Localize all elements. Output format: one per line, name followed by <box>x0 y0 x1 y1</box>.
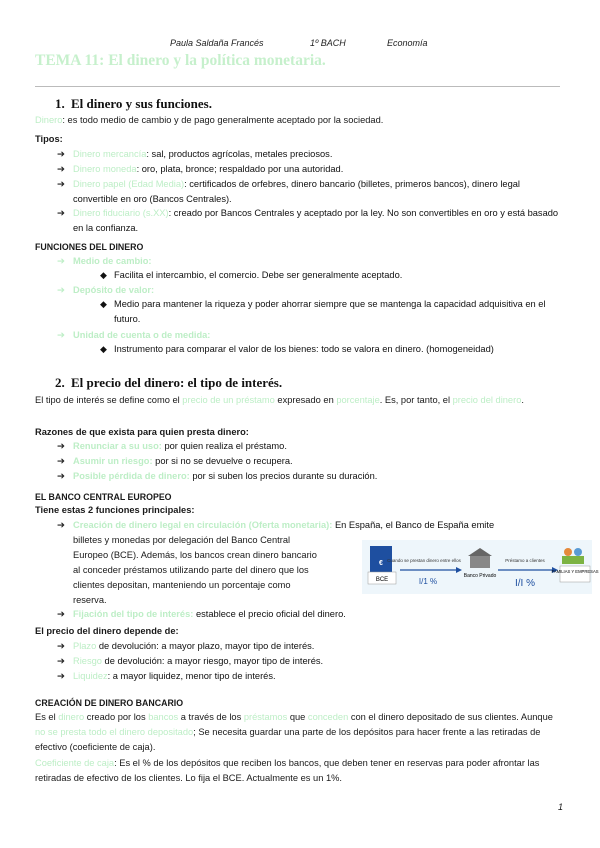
arrow-icon: ➔ <box>57 671 65 681</box>
list-item <box>57 254 565 269</box>
depende-text: : a mayor liquidez, menor tipo de interés. <box>107 671 276 681</box>
text-line: clientes depositan, manteniendo un porcentaje como <box>73 580 291 590</box>
tipo-text: : creado por Bancos Centrales y aceptado por la ley. No son convertibles en oro y está basado en la confianza. <box>73 208 559 233</box>
depende-term: Liquidez <box>73 671 108 681</box>
razon-text: por si suben los precios durante su duración. <box>189 471 378 481</box>
creacion-text: Es el <box>35 712 59 722</box>
depende-text: de devolución: a mayor riesgo, mayor tipo de interés. <box>101 656 324 666</box>
arrow-icon: ➔ <box>57 441 65 451</box>
section-2-number: 2. <box>55 375 65 390</box>
rate-1: I/1 % <box>418 577 438 586</box>
funcion-detail: Medio para mantener la riqueza y poder ahorrar siempre que se mantenga la capacidad adquisitiva en el futuro. <box>114 299 546 324</box>
tipos-label-colon: : <box>59 134 63 144</box>
funciones-heading: FUNCIONES DEL DINERO <box>35 242 144 252</box>
intro-highlight: precio del dinero <box>452 395 522 405</box>
tipo-term: Dinero mercancía <box>73 149 147 159</box>
tipo-text: : certificados de orfebres, dinero bancario (billetes, primeros bancos), dinero legal convertible en oro (Bancos Centrales). <box>73 179 521 204</box>
coeficiente-term: Coeficiente de caja <box>35 758 115 768</box>
arrow-icon: ➔ <box>57 471 65 481</box>
list-item <box>57 328 565 343</box>
header-course: 1º BACH <box>310 38 346 48</box>
list-item <box>57 162 565 177</box>
list-item <box>57 654 565 669</box>
razon-term: Posible pérdida de dinero: <box>73 471 190 481</box>
arrow-icon: ➔ <box>57 609 65 619</box>
creacion-highlight: bancos <box>148 712 179 722</box>
razon-term: Renunciar a su uso: <box>73 441 162 451</box>
arrow-2-label: Préstamo a clientes <box>505 558 545 563</box>
bce-function-term: Creación de dinero legal en circulación (Oferta monetaria): <box>73 520 333 530</box>
razon-text: por si no se devuelve o recupera. <box>152 456 293 466</box>
intro-text: expresado en <box>274 395 337 405</box>
funcion-term: Medio de cambio: <box>73 256 152 266</box>
funcion-term: Unidad de cuenta o de medida: <box>73 330 211 340</box>
razon-term: Asumir un riesgo: <box>73 456 153 466</box>
text-line: al conceder préstamos utilizando parte del dinero que los <box>73 565 309 575</box>
creacion-text: con el dinero depositado de sus clientes. Aunque <box>348 712 553 722</box>
intro-highlight: porcentaje <box>336 395 380 405</box>
razon-text: por quien realiza el préstamo. <box>161 441 287 451</box>
depende-term: Plazo <box>73 641 97 651</box>
arrow-icon: ➔ <box>57 149 65 159</box>
funcion-term: Depósito de valor: <box>73 285 155 295</box>
list-item <box>57 147 565 162</box>
arrow-icon: ➔ <box>57 285 65 295</box>
section-1-number: 1. <box>55 96 65 111</box>
bank-label: Banco Privado <box>463 573 497 579</box>
list-item <box>100 268 565 283</box>
bce-label: BCE <box>375 577 389 583</box>
diamond-bullet-icon: ◆ <box>100 344 107 354</box>
coeficiente-paragraph <box>35 756 565 786</box>
dinero-definition <box>35 113 565 128</box>
arrow-icon: ➔ <box>57 164 65 174</box>
list-item <box>57 177 565 207</box>
arrow-1-label: Cuando se prestan dinero entre ellos <box>387 558 461 563</box>
razones-heading: Razones de que exista para quien presta dinero: <box>35 427 249 437</box>
bce-heading: EL BANCO CENTRAL EUROPEO <box>35 492 172 502</box>
list-item <box>100 342 565 357</box>
interes-intro <box>35 393 565 408</box>
tipo-term: Dinero fiduciario (s.XX) <box>73 208 169 218</box>
list-item <box>57 283 565 298</box>
text-line: reserva. <box>73 595 107 605</box>
intro-highlight: precio de un préstamo <box>182 395 275 405</box>
creacion-highlight: préstamos <box>243 712 288 722</box>
funcion-detail: Instrumento para comparar el valor de los bienes: todo se valora en dinero. (homogeneidad) <box>114 344 494 354</box>
intro-text: . <box>521 395 524 405</box>
list-item <box>100 297 565 327</box>
bce-function-text: En España, el Banco de España emite <box>332 520 495 530</box>
arrow-icon: ➔ <box>57 520 65 530</box>
section-2-heading <box>55 375 282 391</box>
dinero-term: Dinero <box>35 115 63 125</box>
list-item <box>57 669 565 684</box>
families-label: FAMILIAS Y EMPRESAS <box>551 569 599 574</box>
bce-node <box>368 546 396 584</box>
arrow-icon: ➔ <box>57 656 65 666</box>
intro-text: . Es, por tanto, el <box>379 395 453 405</box>
creacion-text: creado por los <box>84 712 149 722</box>
text-line: billetes y monedas por delegación del Banco Central <box>73 535 291 545</box>
bce-function-continuation <box>73 533 363 608</box>
tipo-term: Dinero papel (Edad Media) <box>73 179 185 189</box>
section-2-title: El precio del dinero: el tipo de interés. <box>71 375 283 390</box>
funcion-detail: Facilita el intercambio, el comercio. Debe ser generalmente aceptado. <box>114 270 403 280</box>
list-item <box>57 469 565 484</box>
diamond-bullet-icon: ◆ <box>100 299 107 309</box>
arrow-icon: ➔ <box>57 330 65 340</box>
list-item <box>57 206 565 236</box>
header-subject: Economía <box>387 38 428 48</box>
arrow-icon: ➔ <box>57 179 65 189</box>
diamond-bullet-icon: ◆ <box>100 270 107 280</box>
dinero-text: : es todo medio de cambio y de pago generalmente aceptado por la sociedad. <box>62 115 384 125</box>
text-line: Europeo (BCE). Además, los bancos crean dinero bancario <box>73 550 317 560</box>
creacion-text: a través de los <box>178 712 244 722</box>
list-item <box>57 439 565 454</box>
depende-text: de devolución: a mayor plazo, mayor tipo de interés. <box>96 641 315 651</box>
rate-2: I/I % <box>514 578 536 589</box>
bce-function-term: Fijación del tipo de interés: <box>73 609 194 619</box>
coeficiente-text: : Es el % de los depósitos que reciben los bancos, que deben tener en reservas para poder afrontar las retiradas de efectivo de los clientes. Lo fija el BCE. Actualmente es un 1%. <box>35 758 540 783</box>
arrow-icon: ➔ <box>57 641 65 651</box>
monetary-flow-diagram <box>362 540 599 594</box>
arrow-icon: ➔ <box>57 456 65 466</box>
tipo-term: Dinero moneda <box>73 164 137 174</box>
section-1-heading <box>55 96 212 112</box>
creacion-text: ; Se necesita guardar una parte de los depósitos para hacer frente a las retiradas de efectivo (coeficiente de caja). <box>35 727 541 752</box>
arrow-icon: ➔ <box>57 208 65 218</box>
creacion-text: que <box>287 712 308 722</box>
page-title: TEMA 11: El dinero y la política monetaria. <box>35 52 326 69</box>
list-item <box>57 607 565 622</box>
tipos-label-text: Tipos <box>35 134 60 144</box>
header-author: Paula Saldaña Francés <box>170 38 264 48</box>
list-item <box>57 518 565 533</box>
tipo-text: : oro, plata, bronce; respaldado por una autoridad. <box>136 164 344 174</box>
page-number: 1 <box>558 802 564 812</box>
list-item <box>57 454 565 469</box>
bce-subheading: Tiene estas 2 funciones principales: <box>35 505 195 515</box>
bce-function-text: establece el precio oficial del dinero. <box>193 609 346 619</box>
depende-heading: El precio del dinero depende de: <box>35 626 179 636</box>
depende-term: Riesgo <box>73 656 102 666</box>
list-item <box>57 639 565 654</box>
title-divider <box>35 86 560 87</box>
svg-text:€: € <box>379 560 383 567</box>
tipos-label <box>35 132 565 147</box>
creacion-highlight: conceden <box>307 712 349 722</box>
creacion-paragraph <box>35 710 565 755</box>
creacion-heading: CREACIÓN DE DINERO BANCARIO <box>35 698 184 708</box>
section-1-title: El dinero y sus funciones. <box>71 96 212 111</box>
creacion-highlight: no se presta todo el dinero depositado <box>35 727 194 737</box>
tipo-text: : sal, productos agrícolas, metales preciosos. <box>146 149 333 159</box>
intro-text: El tipo de interés se define como el <box>35 395 183 405</box>
creacion-highlight: dinero <box>58 712 85 722</box>
arrow-icon: ➔ <box>57 256 65 266</box>
